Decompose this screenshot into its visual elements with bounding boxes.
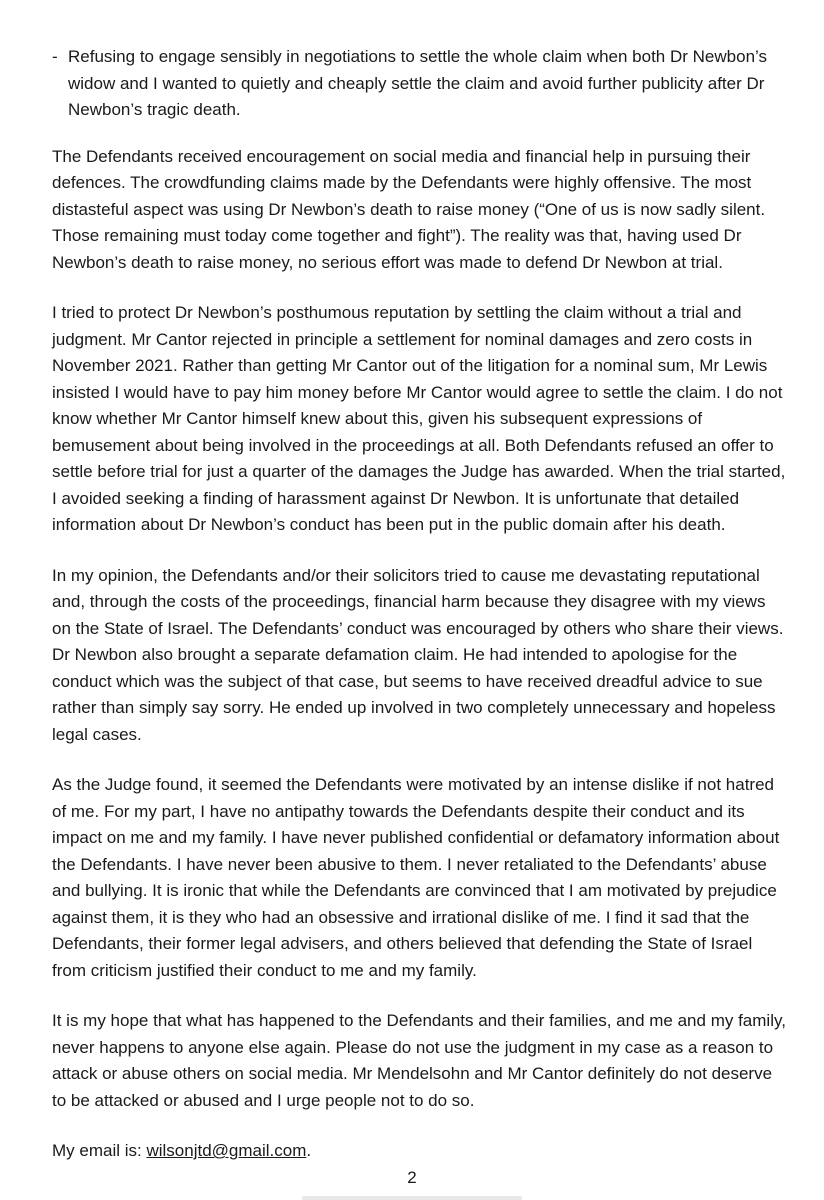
page-number: 2	[407, 1168, 417, 1187]
paragraph-opinion: In my opinion, the Defendants and/or their solicitors tried to cause me devastating reputational and, through the costs of the proceedings, financial harm because they disagree with my views on the State of Israel. The Defendants’ conduct was encouraged by others who share their views. Dr Newbon also brought a separate defamation claim. He had intended to apologise for the conduct which was the subject of that case, but seems to have received dreadful advice to sue rather than simply say sorry. He ended up involved in two completely unnecessary and hopeless legal cases.	[52, 565, 784, 744]
email-prefix: My email is:	[52, 1141, 147, 1160]
email-line	[52, 1138, 788, 1165]
paragraph-judge-found: As the Judge found, it seemed the Defendants were motivated by an intense dislike if not hatred of me. For my part, I have no antipathy towards the Defendants despite their conduct and its impact on me and my family. I have never published confidential or defamatory information about the Defendants. I have never been abusive to them. I never retaliated to the Defendants’ abuse and bullying. It is ironic that while the Defendants are convinced that I am motivated by prejudice against them, it is they who had an obsessive and irrational dislike of me. I find it sad that the Defendants, their former legal advisers, and others believed that defending the State of Israel from criticism justified their conduct to me and my family.	[52, 775, 780, 980]
document-page	[52, 44, 788, 1165]
bullet-text: Refusing to engage sensibly in negotiations to settle the whole claim when both Dr Newbon’s widow and I wanted to quietly and cheaply settle the claim and avoid further publicity after Dr Newbon’s tragic death.	[68, 47, 767, 119]
paragraph-settlement: I tried to protect Dr Newbon’s posthumous reputation by settling the claim without a trial and judgment. Mr Cantor rejected in principle a settlement for nominal damages and zero costs in November 2021. Rather than getting Mr Cantor out of the litigation for a nominal sum, Mr Lewis insisted I would have to pay him money before Mr Cantor would agree to settle the claim. I do not know whether Mr Cantor himself knew about this, given his subsequent expressions of bemusement about being involved in the proceedings at all. Both Defendants refused an offer to settle before trial for just a quarter of the damages the Judge has awarded. When the trial started, I avoided seeking a finding of harassment against Dr Newbon. It is unfortunate that detailed information about Dr Newbon’s conduct has been put in the public domain after his death.	[52, 303, 786, 534]
paragraph-crowdfunding: The Defendants received encouragement on social media and financial help in pursuing their defences. The crowdfunding claims made by the Defendants were highly offensive. The most distasteful aspect was using Dr Newbon’s death to raise money (“One of us is now sadly silent. Those remaining must today come together and fight”). The reality was that, having used Dr Newbon’s death to raise money, no serious effort was made to defend Dr Newbon at trial.	[52, 146, 766, 272]
scroll-indicator	[302, 1196, 522, 1200]
bullet-item	[52, 44, 788, 124]
paragraph-hope: It is my hope that what has happened to the Defendants and their families, and me and my family, never happens to anyone else again. Please do not use the judgment in my case as a reason to attack or abuse others on social media. Mr Mendelsohn and Mr Cantor definitely do not deserve to be attacked or abused and I urge people not to do so.	[52, 1011, 786, 1110]
email-link[interactable]: wilsonjtd@gmail.com	[146, 1141, 307, 1160]
bullet-marker: -	[52, 47, 58, 66]
email-suffix: .	[306, 1141, 312, 1160]
